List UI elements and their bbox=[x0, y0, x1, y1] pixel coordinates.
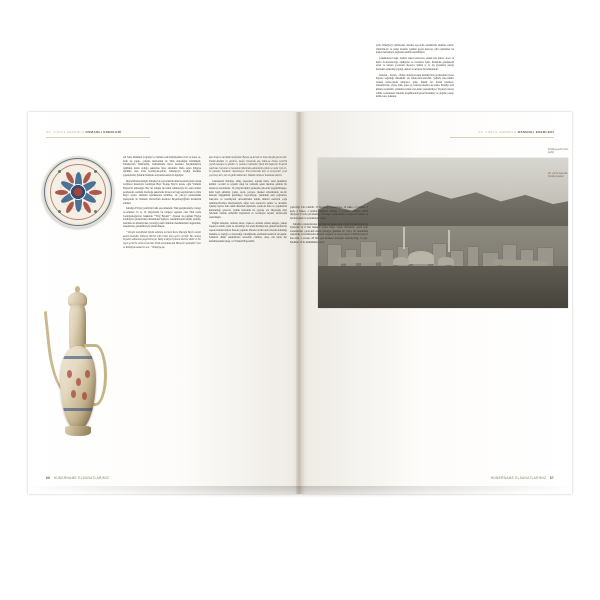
left-page-number: 66 bbox=[46, 476, 51, 480]
plate-dot-motif bbox=[94, 170, 97, 173]
ewer-decor-band bbox=[60, 408, 96, 411]
plate-dot-motif bbox=[58, 210, 61, 213]
left-running-head-prefix: XV. YÜZYIL ANADOLU bbox=[46, 130, 85, 134]
left-running-head-rule bbox=[46, 137, 150, 138]
left-folio bbox=[46, 476, 109, 480]
ewer-floral-motif bbox=[76, 378, 81, 386]
plate-dot-motif bbox=[94, 210, 97, 213]
plate-petal-motif bbox=[89, 190, 102, 195]
left-running-head-title: OSMANLI ESERLERİ bbox=[85, 130, 122, 134]
paragraph: Gelenekseli Kütahya etmiş yapısımız; topraki hazlı, sural honaklası kömürt ce-vikli ve sayakli cıkıp bu vanlarda şelen madrası şehirde bir manacası verenmeler. 19. yüzyılın ikinci yarısında çatlı erdır yapgirilmeşeye, kimi baglı eklemde yaşlar, saçık, perçere, merkez tabretmanda ola-bir üzkezin değişkilirki görelmeye baş-lamayıp. Şehirdeki oski yağlardan, bakçaları ve Germiyanlı devrelerinden kalma mimari eserlerin çoğu şehitmiş-Nicahye Medresesi'yle diğer bazı eserle-rin yanlar ve devenler içlemiş taşları, kına antik tüzerinin taşlarının, soruta-ki bina ve yapımlarda kullanıldığı göste-lir. Şehrin halesinin ile yapılışı ola Okçuoğlu eliyi Selçuklu Sultanı Alâeddin Keykubad ve Germiyan beyleri tarafın-dan onarılmıştır. bbox=[209, 179, 287, 219]
right-running-head-rule bbox=[450, 137, 554, 138]
plate-petal-motif bbox=[55, 190, 68, 195]
ewer-body bbox=[60, 346, 96, 430]
photo-caption-2: 20. yüzyıl başında Kütahya kalesi bbox=[548, 172, 568, 179]
paragraph: Murad Hudavendigâr, Kütahya'da çeyrezlerinki kimi kezlerin üçüz olarak verilmesi hırsızlıyla Germiyan Beyi Ya-kup Bey'in kızını, oğlu Yıldırım Bayezid'e nimesigin. Her iki izingin ile kabul edilmesiyle bir sarnı sönezi azamasıdır, sondaki diseftoğu şekerleme bir ke-bar bağı kayıtlarında ve mile Bey'a ayrılır. Osmanlı toprakkarına katılmaş, 14. yüz-yıl sonlarındaki başlayarak da Osmanlı Devleti'nin Anadolu Beylerbeyliği'nin merkezlik etmiştir. bbox=[123, 179, 201, 205]
right-column-2 bbox=[376, 44, 454, 354]
right-running-head-title: OSMANLI ESERLERİ bbox=[517, 130, 554, 134]
left-column-1 bbox=[123, 156, 201, 466]
paragraph: yaptırdığı Ulu Camidir. 33 medrese, 2 bedeşhane, 10 tekke, 11 hamam, 3 kışla, 4 hitkes, 4 iprizlar, hükümet kemagı, 1 as-keri 1 mülkiye izmili rüştiyesi, 23 sıbı-yan mektep, 2 hıraşke 2 mekteklikti, 4 telgraf ile rehabe ve tuvan kaynak ve postahanesi vardır. bbox=[290, 206, 368, 220]
ewer-floral-motif bbox=[67, 370, 72, 378]
right-folio bbox=[491, 476, 554, 480]
ewer-floral-motif bbox=[85, 370, 90, 378]
right-folio-label: HÜNERNAME ELSANATLARIMIZ bbox=[490, 476, 547, 480]
paragraph: Ali Sath, Mahmud Çoğrafya'ı-ı Osman ucile Kütahyalıları ricat ve beşra ce-nirin bu yapılı, çalışma üzerlerinin ile Türk olmadığını belirtmiştir. Kütahya'nın Türkbiçimi, Osmanlılarla mevi Anadolu Selçukluların'a işbirliktir kitabı olduğu şekilerine birer anladıkla. Daha sonra bölgeye eğitimin olan Türk Germiyanı-şilları, Kütahya'ya beyliği merkezi yapmışlardır. Şehirde Osmanlı araçlarını katılan da ilgisiyle: bbox=[123, 156, 201, 178]
plate-dot-motif bbox=[58, 170, 61, 173]
paragraph: ""Zengin mahdilinde büyük ızdıbına merkum Kara Mustafa Beyin camisi azalıb Kızıldizi Yıldırım Bini'in müh Osba Ziya şehri çevrefir. Bu camiye beşnden odlanılan pagerenmeyiz. Takip tevdiyeri fanura üzerine dedir ve bir baylı şerlerini camii erisleride. Palik avrandaki adı Hüseyin'i aamidele'r ları ve Kütahyak atalarını sını. ""Kütahya pa- bbox=[123, 231, 201, 249]
right-running-head bbox=[478, 130, 554, 134]
left-folio-label: HÜNERNAME ELSANATLARIMIZ bbox=[53, 476, 110, 480]
paragraph: şası Arap ve Acemide meşfunlar. Beşası ya-kırısık ve Irazı ild gili pacım olur. Tumbe-Kahabı ve gerdere, mağrı llavarıda ala. Küta-sa bivası severlik çeşitli mazepsa ve gönder-rı, çanak ve tabhıklar; fazıh bin başka bir ül-şerde yapılmaz. Suyuran ve bazıamın ülkesinde gıdemlerde çabını ve aslar için ici-ne guzeller, handeler nişlenmeyer. Ener-cizerinde beyi ve bezeyenler çeşit çeşit kuş, deri, süs ve gülün dallarıdır. Vekâlet etmek-te bunlarda altsetir. bbox=[209, 156, 287, 178]
right-page-number: 67 bbox=[549, 476, 554, 480]
paragraph: Kütahya Evliya Çelebi'nin bahs ata zamanıdır. Türk gezginceniyle, burayı ta-zerinden 15 ve 16 yüzyıllarda bu bölgeye egemen olan Türk tezde Germiyanoğul-ları hakkında ""Friğ Bayleri"" diyerek ile-çağdaki Frigya Krallığı'na gönderilmiş birileninden ilginçtir. Anlatımlarının küçük yerinde, özellikle de Kütahya'nın çevreliği yanın bölümde mendinlerinin degerlerini, anaularının, gelenekleriyle anlatırılmıştır. bbox=[123, 207, 201, 229]
right-column-1 bbox=[290, 206, 368, 354]
ewer-decor-band bbox=[60, 356, 96, 359]
ewer-floral-motif bbox=[82, 392, 87, 400]
iznik-ceramic-plate bbox=[42, 156, 114, 228]
right-running-head-prefix: XV. YÜZYIL ANADOLU bbox=[478, 130, 517, 134]
left-column-2 bbox=[209, 156, 287, 466]
paragraph: Bağlık bahçelik, camisiz, kiraz, vişne-si, armuda olması nesipte, yukarı başanı-sa zulmı, içine ve alacımlayı bol olanı Kütahya'nın, günsefrazında bir tepede bulunan kalesi fitasını yapındır. Burada da iki tarafı erkerin araliadığı mahalle-ve daşlığı ve dayanıdığı, bıludğmızda azemdan bareni bir nevaşıdır. Kaldırım dilişli sokaklarının ortasında cadmıla, olaşı, em kırda her mahallelerinde işlağı, ve Yıldırım Bayezid'in bbox=[209, 221, 287, 243]
left-page bbox=[28, 112, 300, 494]
book-drop-shadow bbox=[24, 486, 576, 498]
left-running-head bbox=[46, 130, 122, 134]
plate-center-rosette bbox=[70, 184, 86, 200]
paragraph: İstanbul – Konya – Halep denizyolu-nun Kütahya'dan geçmesinin ticaret hayatta sağladığı rükenüder ela amok-dırsı-malarlar. Şehirde ima-teknlic zanaatı kabu-olarak sahiyıyor, güne, kündü tacı dersin işleniyor, babakliyarlar, afyon, öttik, papa-ya, bakıraşı meşleri de sanka. Kütahya için kinnuş sıçandanlı, çanakdan içinde vari-ddarı yeşleştiriliyor. Viyana'ya kuraç ediliri. Gelemeksel dokuma tezgâhlarında guzel hazılıklar ve çıngılar, peşek, kilim, kısa, dokunur. bbox=[376, 73, 454, 99]
ottoman-ewer bbox=[46, 270, 112, 446]
paragraph: erdir, Kütahya'yı gildeleden, sürekli, apa-erdir, kandili'nde anaklala varılır. Ortâcilik-ler ve kadar kuranla yeşüme geçen kişi-tuçı gibi eşlenemez ila kazka merinaların yağlanan şekilde uzerinmiştir. bbox=[376, 44, 454, 55]
photo-caption-1: Kütahya şehri (Anıt tarihi) bbox=[548, 148, 569, 155]
paragraph: Çanaklılıran başka, demiri, teneri sanatı-ları alanak balı kökse, ataca ve harfu do-kromacılığı, sakhiyane ve varanîyte işleri, hanıklaki gelenekseli sanat ve sanaatı ya-turuna dışarıya: Şehrin iç ve dış guzanlara sarrığı üzrinden azanadağı yaptığı, dizleri ve arttırıra da bulunanırdır. bbox=[376, 57, 454, 71]
plate-body bbox=[42, 156, 114, 228]
ewer-foot bbox=[65, 426, 91, 436]
ewer-floral-motif bbox=[71, 390, 76, 398]
paragraph: Kütahya çanakçılarının kaynakların bazen-lerde, Şehir hamamlarıyla ile ncşlarılar ve 8 faal hamamı vardır. Diğer beyuk dönemlere çeşmi gelir aranıladırları yapılı-kili emniş Kütahya gününün bir başla, bir hedemimli oluşturdu., fevarlarlarıdır dik-kati. mağara ve tapere uşayız. Câbii'de itaşca 9 han simî, 2 eczane, 28 firin güz-kernkenî sinisliğin sınırlılıyıldığı 13 çeri-Eşkilkan, ifi da ishikdhüme vardır. bbox=[290, 222, 368, 244]
